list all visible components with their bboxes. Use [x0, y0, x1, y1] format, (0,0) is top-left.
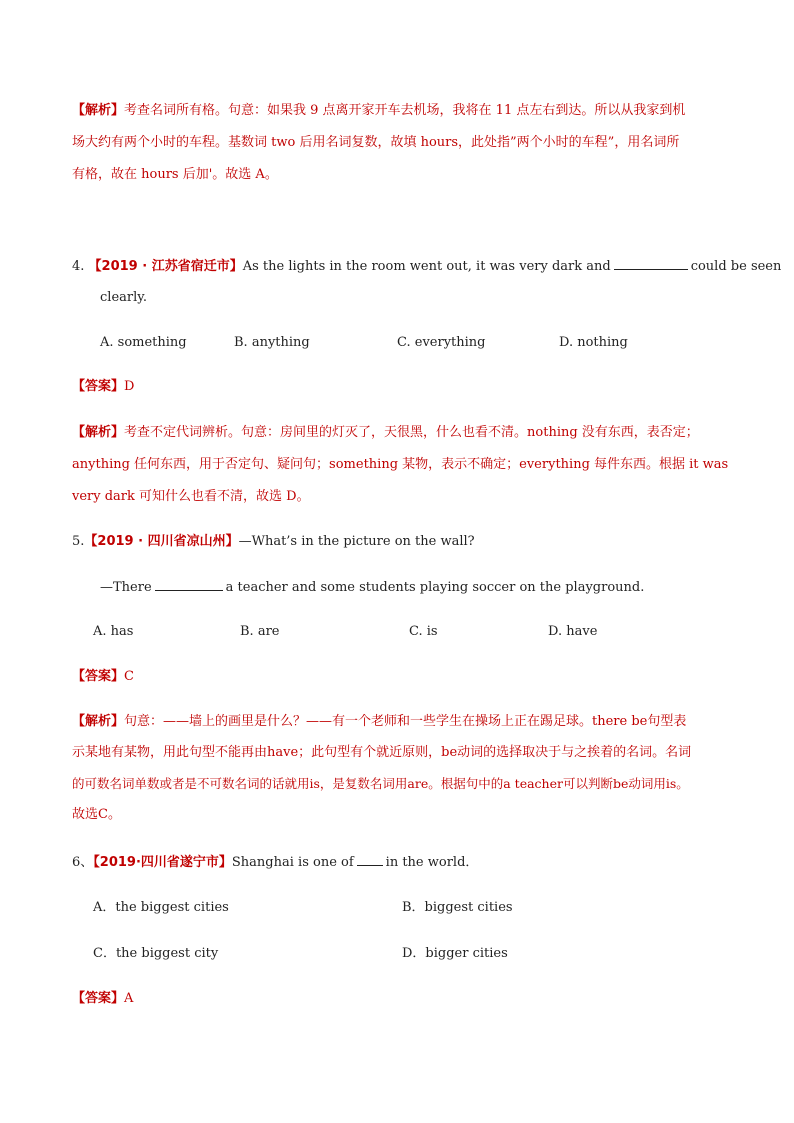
q5-answer: 【答案】C [72, 669, 134, 684]
q5-option-b: B. are [240, 624, 280, 639]
answer-label: 【答案】 [72, 991, 125, 1006]
q4-analysis-line-2: anything 任何东西，用于否定句、疑问句；something 某物，表示不确定；everything 每件东西。根据 it was [72, 457, 729, 472]
question-source: 【2019 · 四川省凉山州】 [84, 534, 239, 549]
q3-analysis-line-3: 有格，故在 hours 后加'。故选 A。 [72, 167, 278, 182]
question-number: 4. [72, 259, 85, 274]
q4-option-d: D. nothing [559, 335, 628, 350]
answer-blank [155, 578, 223, 591]
q3-analysis-line-1: 【解析】考查名词所有格。句意：如果我 9 点离开家开车去机场，我将在 11 点左右到达。所以从我家到机 [72, 103, 686, 118]
q5-analysis-line-3: 的可数名词单数或者是不可数名词的话就用is，是复数名词用are。根据句中的a teacher可以判断be动词用is。 [72, 776, 689, 791]
q6-option-c: C．the biggest city [93, 946, 219, 961]
q4-option-c: C. everything [397, 335, 486, 350]
analysis-label: 【解析】 [72, 714, 125, 729]
question-number: 5. [72, 534, 85, 549]
q4-analysis-line-1: 【解析】考查不定代词辨析。句意：房间里的灯灭了，天很黑，什么也看不清。nothing 没有东西，表否定； [72, 425, 699, 440]
answer-label: 【答案】 [72, 669, 125, 684]
q4-answer: 【答案】D [72, 379, 135, 394]
question-source: 【2019·四川省遂宁市】 [93, 855, 232, 870]
q4-analysis-line-3: very dark 可知什么也看不清，故选 D。 [72, 489, 310, 504]
q5-stem-cont: —There a teacher and some students playing soccer on the playground. [100, 580, 645, 595]
q6-stem: 6、【2019·四川省遂宁市】Shanghai is one of in the world． [72, 855, 479, 870]
q5-stem: 5.【2019 · 四川省凉山州】—What’s in the picture on the wall? [72, 534, 475, 549]
q5-analysis-line-1: 【解析】句意：——墙上的画里是什么？——有一个老师和一些学生在操场上正在踢足球。there be句型表 [72, 714, 687, 729]
question-source: 【2019 · 江苏省宿迁市】 [88, 259, 243, 274]
analysis-label: 【解析】 [72, 103, 125, 118]
analysis-label: 【解析】 [72, 425, 125, 440]
q5-option-d: D. have [548, 624, 598, 639]
answer-blank [614, 257, 688, 270]
q3-analysis-line-2: 场大约有两个小时的车程。基数词 two 后用名词复数，故填 hours，此处指”两个小时的车程”，用名词所 [72, 135, 680, 150]
q6-answer: 【答案】A [72, 991, 134, 1006]
q5-option-a: A. has [93, 624, 134, 639]
q5-analysis-line-4: 故选C。 [72, 807, 121, 822]
answer-blank [357, 853, 383, 866]
q4-option-a: A. something [100, 335, 187, 350]
q5-analysis-line-2: 示某地有某物，用此句型不能再由have；此句型有个就近原则，be动词的选择取决于与之挨着的名词。名词 [72, 745, 692, 760]
answer-label: 【答案】 [72, 379, 125, 394]
q4-option-b: B. anything [234, 335, 310, 350]
q4-stem-cont: clearly. [100, 290, 148, 305]
q6-option-d: D．bigger cities [402, 946, 508, 961]
q5-option-c: C. is [409, 624, 438, 639]
question-number: 6、 [72, 855, 94, 870]
q4-stem: 4. 【2019 · 江苏省宿迁市】As the lights in the room went out, it was very dark and could be seen [72, 259, 782, 274]
q6-option-a: A．the biggest cities [93, 900, 229, 915]
q6-option-b: B．biggest cities [402, 900, 513, 915]
